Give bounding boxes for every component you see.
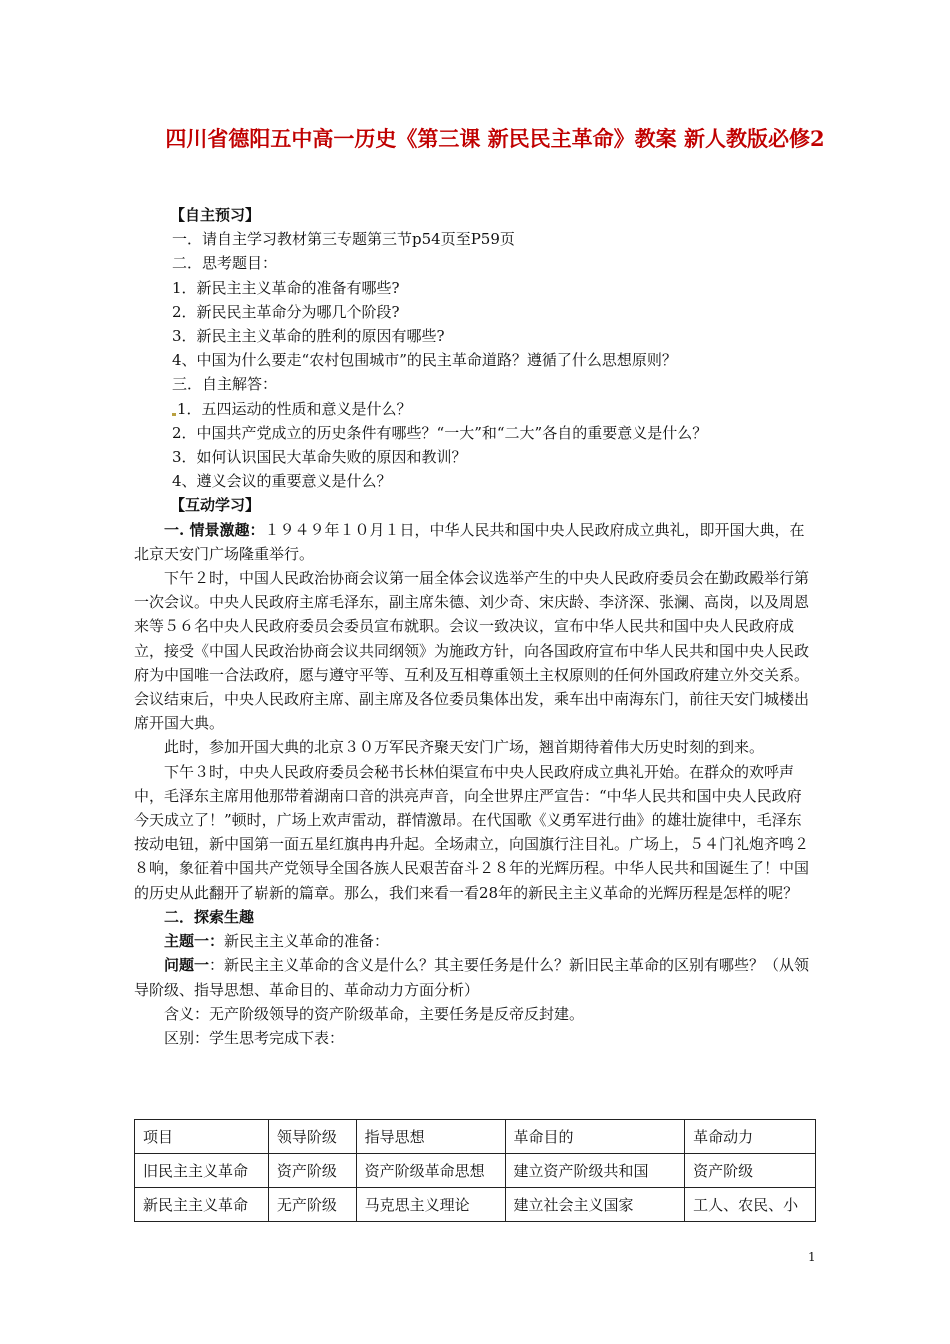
preview-item-2: 二．思考题目： [172,254,278,273]
document-body [134,203,816,1050]
table-cell: 资产阶级 [268,1154,356,1188]
preview-item-3: 三．自主解答： [172,375,278,394]
page-number: 1 [808,1250,816,1264]
interactive-heading: 【互动学习】 [170,496,261,515]
table-cell: 旧民主主义革命 [135,1154,269,1188]
answer-1 [134,397,816,421]
answer-3: 3．如何认识国民大革命失败的原因和教训？ [172,448,467,467]
preview-item-1: 一．请自主学习教材第三专题第三节p54页至P59页 [172,230,515,249]
table-header-row [135,1120,816,1154]
scene-paragraph [134,518,816,566]
table-cell: 马克思主义理论 [356,1188,505,1222]
question-4: 4、中国为什么要走“农村包围城市”的民主革命道路？遵循了什么思想原则？ [172,351,677,370]
difference-line: 区别：学生思考完成下表： [164,1028,345,1047]
scene-paragraph-3: 此时，参加开国大典的北京３０万军民齐聚天安门广场，翘首期待着伟大历史时刻的到来。 [164,738,765,757]
answer-1-text: 1．五四运动的性质和意义是什么？ [177,399,412,418]
table-header-cell: 革命目的 [505,1120,685,1154]
scene-paragraph-2: 下午２时，中国人民政治协商会议第一届全体会议选举产生的中央人民政府委员会在勤政殿举行第一次会议。中央人民政府主席毛泽东，副主席朱德、刘少奇、宋庆龄、李济深、张澜、高岗，以及周恩来等５６名中央人民政府委员会委员宣布就职。会议一致决议，宣布中华人民共和国中央人民政府成立，接受《中国人民政治协商会议共同纲领》为施政方针，向各国政府宣布中华人民共和国中央人民政府为中国唯一合法政府，愿与遵守平等、互利及互相尊重领土主权原则的任何外国政府建立外交关系。会议结束后，中央人民政府主席、副主席及各位委员集体出发，乘车出中南海东门，前往天安门城楼出席开国大典。 [134,569,810,733]
table-header-cell: 革命动力 [685,1120,816,1154]
meaning-line: 含义：无产阶级领导的资产阶级革命，主要任务是反帝反封建。 [164,1004,585,1023]
question-one-label: 问题一 [164,956,210,975]
table-cell: 无产阶级 [268,1188,356,1222]
answer-2: 2．中国共产党成立的历史条件有哪些？“一大”和“二大”各自的重要意义是什么？ [172,423,708,442]
table-cell: 新民主主义革命 [135,1188,269,1222]
table-row [135,1154,816,1188]
scene-label: 一. 情景激趣： [164,520,265,539]
table-cell: 资产阶级 [685,1154,816,1188]
question-2: 2．新民民主革命分为哪几个阶段? [172,302,400,321]
table-header-cell: 指导思想 [356,1120,505,1154]
question-3: 3．新民主主义革命的胜利的原因有哪些? [172,327,445,346]
explore-heading: 二．探索生趣 [164,907,255,926]
table-header-cell: 项目 [135,1120,269,1154]
table-row [135,1188,816,1222]
topic-label: 主题一： [164,932,225,951]
scene-text: １９４９年１０月１日，中华人民共和国中央人民政府成立典礼，即开国大典，在北京天安门广场隆重举行。 [134,520,805,563]
question-1: 1．新民主主义革命的准备有哪些? [172,278,400,297]
comparison-table [134,1119,816,1222]
question-one-paragraph [134,953,816,1001]
topic-text: 新民主主义革命的准备： [224,932,390,951]
table-cell: 建立资产阶级共和国 [505,1154,685,1188]
table-cell: 工人、农民、小 [685,1188,816,1222]
topic-line [134,929,816,953]
table-cell: 建立社会主义国家 [505,1188,685,1222]
question-one-text: ：新民主主义革命的含义是什么？其主要任务是什么？新旧民主革命的区别有哪些？（从领导阶级、指导思想、革命目的、革命动力方面分析） [134,956,810,999]
document-title: 四川省德阳五中高一历史《第三课 新民民主革命》教案 新人教版必修2 [165,126,825,151]
table-cell: 资产阶级革命思想 [356,1154,505,1188]
answer-4: 4、遵义会议的重要意义是什么？ [172,472,392,491]
preview-heading: 【自主预习】 [170,206,261,224]
scene-paragraph-4: 下午３时，中央人民政府委员会秘书长林伯渠宣布中央人民政府成立典礼开始。在群众的欢呼声中，毛泽东主席用他那带着湖南口音的洪亮声音，向全世界庄严宣告：“中华人民共和国中央人民政府今天成立了！”顿时，广场上欢声雷动，群情激昂。在代国歌《义勇军进行曲》的雄壮旋律中，毛泽东按动电钮，新中国第一面五星红旗冉冉升起。全场肃立，向国旗行注目礼。广场上，５４门礼炮齐鸣２８响，象征着中国共产党领导全国各族人民艰苦奋斗２８年的光辉历程。中华人民共和国诞生了！中国的历史从此翻开了崭新的篇章。那么，我们来看一看28年的新民主主义革命的光辉历程是怎样的呢？ [134,762,810,902]
edit-mark [172,413,176,416]
table-header-cell: 领导阶级 [268,1120,356,1154]
